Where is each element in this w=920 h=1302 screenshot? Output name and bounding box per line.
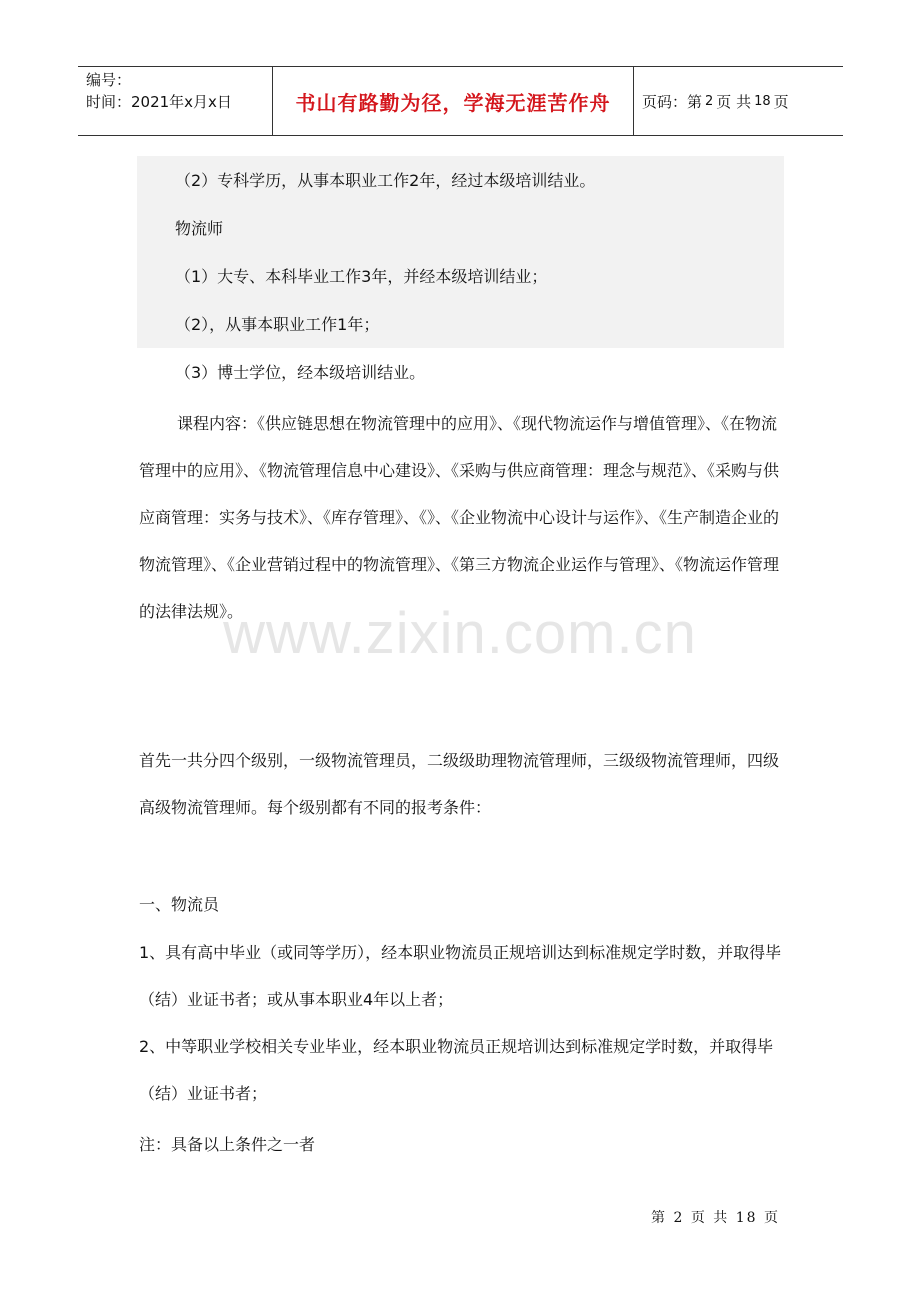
document-number-label: 编号：	[86, 71, 132, 89]
header-meta	[78, 67, 273, 135]
paragraph-engineer-req-3: （3）博士学位，经本级培训结业。	[175, 363, 426, 382]
paragraph-engineer-req-1: （1）大专、本科毕业工作3年，并经本级培训结业；	[175, 267, 548, 286]
paragraph-levels-overview: 首先一共分四个级别，一级物流管理员，二级级助理物流管理师，三级级物流管理师，四级高级物流管理师。每个级别都有不同的报考条件：	[139, 751, 780, 817]
page-total: 18	[754, 93, 771, 109]
page-footer: 第 2 页 共 18 页	[651, 1210, 780, 1226]
paragraph-course-content: 课程内容：《供应链思想在物流管理中的应用》、《现代物流运作与增值管理》、《在物流管理中的应用》、《物流管理信息中心建设》、《采购与供应商管理：理念与规范》、《采购与供应商管理：实务与技术》、《库存管理》、《》、《企业物流中心设计与运作》、《生产制造企业的物流管理》、《企业营销过程中的物流管理》、《第三方物流企业运作与管理》、《物流运作管理的法律法规》。	[139, 414, 780, 621]
paragraph-engineer-req-2: （2），从事本职业工作1年；	[175, 315, 380, 334]
paragraph-clerk-req-2: 2、中等职业学校相关专业毕业，经本职业物流员正规培训达到标准规定学时数，并取得毕（结）业证书者；	[139, 1037, 774, 1103]
document-time: 时间：2021年x月x日	[86, 93, 232, 111]
header-motto: 书山有路勤为径，学海无涯苦作舟	[273, 67, 634, 135]
site-watermark: www.zixin.com.cn	[223, 601, 697, 666]
paragraph-note: 注：具备以上条件之一者	[139, 1135, 316, 1154]
heading-logistics-engineer: 物流师	[175, 219, 224, 238]
page-prefix: 页码：第	[642, 92, 703, 111]
header-page-number	[634, 67, 843, 135]
paragraph-clerk-req-1: 1、具有高中毕业（或同等学历），经本职业物流员正规培训达到标准规定学时数，并取得毕（结）业证书者；或从事本职业4年以上者；	[139, 943, 782, 1009]
page-header	[78, 66, 843, 136]
page-mid: 页 共	[716, 92, 752, 111]
page-suffix: 页	[773, 92, 789, 111]
paragraph-junior-requirement: （2）专科学历，从事本职业工作2年，经过本级培训结业。	[175, 171, 596, 190]
page-current: 2	[705, 93, 714, 109]
section-heading-logistics-clerk: 一、物流员	[139, 895, 220, 914]
